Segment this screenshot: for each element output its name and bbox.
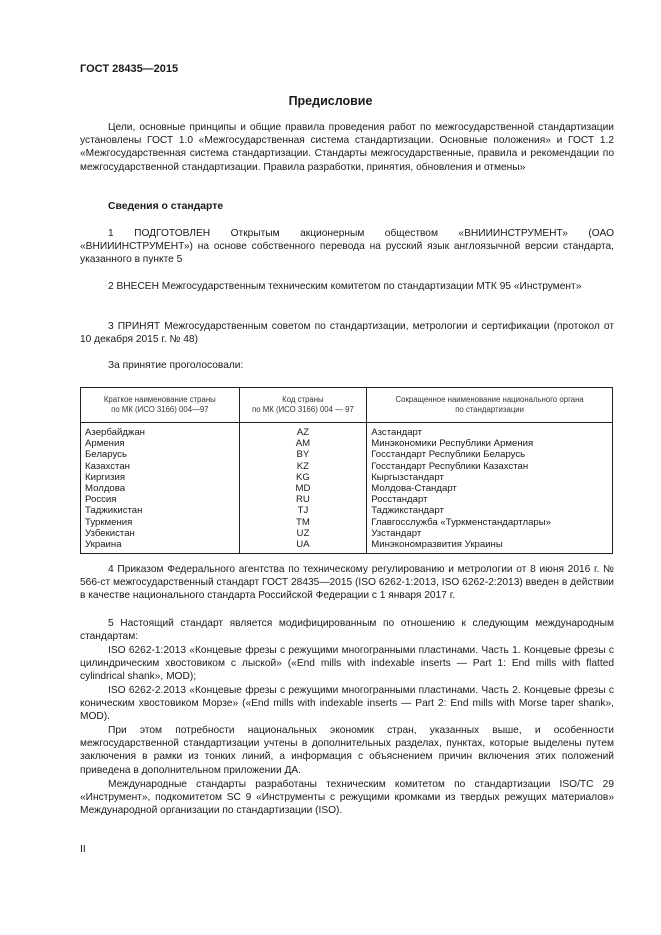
paragraph-national-needs: При этом потребности национальных экономик стран, указанных выше, и особенности межгосударственной стандартизации учтены в дополнительных разделах, пунктах, которые выделены путем заключения в рамки из тонких линий, а информация с объяснением причин включения этих положений приведена в дополнительном приложении ДА. — [80, 725, 614, 776]
paragraph-3: 3 ПРИНЯТ Межгосударственным советом по стандартизации, метрологии и сертификации (протокол от 10 декабря 2015 г. № 48) — [80, 321, 614, 346]
table-header-row — [81, 388, 613, 423]
subheading-standard-info: Сведения о стандарте — [108, 201, 224, 212]
intro-paragraph: Цели, основные принципы и общие правила проведения работ по межгосударственной стандартизации установлены ГОСТ 1.0 «Межгосударственная система стандартизации. Основные положения» и ГОСТ 1.2 «Межгосударственная система стандартизации. Стандарты межгосударственные, правила и рекомендации по межгосударственной стандартизации. Правила разработки, принятия, обновления и отмены» — [80, 122, 614, 173]
table-row — [81, 483, 613, 494]
paragraph-iso-6262-1: ISO 6262-1:2013 «Концевые фрезы с режущими многогранными пластинами. Часть 1. Концевые фрезы с цилиндрическим хвостовиком с лыской» («End mills with indexable inserts — Part 1: End mills with flatted cylindrical shank», MOD); — [80, 645, 614, 683]
standards-body: Минэкономики Республики Армения — [367, 438, 613, 449]
country-code: KG — [239, 472, 367, 483]
country-code: KZ — [239, 461, 367, 472]
country-name: Молдова — [81, 483, 240, 494]
table-row — [81, 539, 613, 554]
country-code: MD — [239, 483, 367, 494]
country-code: TM — [239, 517, 367, 528]
standards-body: Молдова-Стандарт — [367, 483, 613, 494]
country-code: UZ — [239, 528, 367, 539]
standards-body: Узстандарт — [367, 528, 613, 539]
standards-body: Минэкономразвития Украины — [367, 539, 613, 554]
standards-body: Таджикстандарт — [367, 505, 613, 516]
table-row — [81, 472, 613, 483]
table-row — [81, 423, 613, 439]
paragraph-iso-6262-2: ISO 6262-2.2013 «Концевые фрезы с режущими многогранными пластинами. Часть 2. Концевые фрезы с коническим хвостовиком Морзе» («End mills with indexable inserts — Part 2: End mills with Morse taper shank», MOD). — [80, 685, 614, 723]
country-name: Киргизия — [81, 472, 240, 483]
country-name: Туркмения — [81, 517, 240, 528]
country-code: TJ — [239, 505, 367, 516]
standards-body: Росстандарт — [367, 494, 613, 505]
page-number: II — [80, 843, 86, 855]
column-header-code: Код страны по МК (ИСО 3166) 004 — 97 — [239, 388, 367, 423]
paragraph-4: 4 Приказом Федерального агентства по техническому регулированию и метрологии от 8 июня 2016 г. № 566-ст межгосударственный стандарт ГОСТ 28435—2015 (ISO 6262-1:2013, ISO 6262-2:2013) введен в действии в качестве национального стандарта Российской Федерации с 1 января 2017 г. — [80, 564, 614, 602]
country-name: Армения — [81, 438, 240, 449]
countries-table — [80, 387, 613, 554]
country-name: Азербайджан — [81, 423, 240, 439]
paragraph-2: 2 ВНЕСЕН Межгосударственным техническим комитетом по стандартизации МТК 95 «Инструмент» — [108, 281, 582, 292]
country-name: Беларусь — [81, 449, 240, 460]
country-code: AZ — [239, 423, 367, 439]
table-row — [81, 461, 613, 472]
country-name: Узбекистан — [81, 528, 240, 539]
section-title: Предисловие — [288, 94, 373, 108]
country-name: Таджикистан — [81, 505, 240, 516]
country-code: UA — [239, 539, 367, 554]
paragraph-1: 1 ПОДГОТОВЛЕН Открытым акционерным обществом «ВНИИИНСТРУМЕНТ» (ОАО «ВНИИИНСТРУМЕНТ») на основе собственного перевода на русский язык англоязычной версии стандарта, указанного в пункте 5 — [80, 228, 614, 266]
standards-body: Госстандарт Республики Беларусь — [367, 449, 613, 460]
standards-body: Главгосслужба «Туркменстандартлары» — [367, 517, 613, 528]
country-name: Казахстан — [81, 461, 240, 472]
paragraph-5: 5 Настоящий стандарт является модифицированным по отношению к следующим международным стандартам: — [80, 618, 614, 643]
table-row — [81, 528, 613, 539]
country-code: RU — [239, 494, 367, 505]
column-header-body: Сокращенное наименование национального органа по стандартизации — [367, 388, 613, 423]
voted-label: За принятие проголосовали: — [108, 360, 244, 371]
country-name: Украина — [81, 539, 240, 554]
table-row — [81, 449, 613, 460]
country-code: BY — [239, 449, 367, 460]
standards-body: Госстандарт Республики Казахстан — [367, 461, 613, 472]
table-row — [81, 517, 613, 528]
table-row — [81, 505, 613, 516]
country-name: Россия — [81, 494, 240, 505]
column-header-country: Краткое наименование страны по МК (ИСО 3166) 004—97 — [81, 388, 240, 423]
table-row — [81, 494, 613, 505]
document-header: ГОСТ 28435—2015 — [80, 63, 179, 75]
standards-body: Кыргызстандарт — [367, 472, 613, 483]
paragraph-developed-by: Международные стандарты разработаны техническим комитетом по стандартизации ISO/TC 29 «Инструмент», подкомитетом SC 9 «Инструменты с режущими кромками из твердых режущих материалов» Международной организации по стандартизации (ISO). — [80, 779, 614, 817]
standards-body: Азстандарт — [367, 423, 613, 439]
table-row — [81, 438, 613, 449]
country-code: AM — [239, 438, 367, 449]
